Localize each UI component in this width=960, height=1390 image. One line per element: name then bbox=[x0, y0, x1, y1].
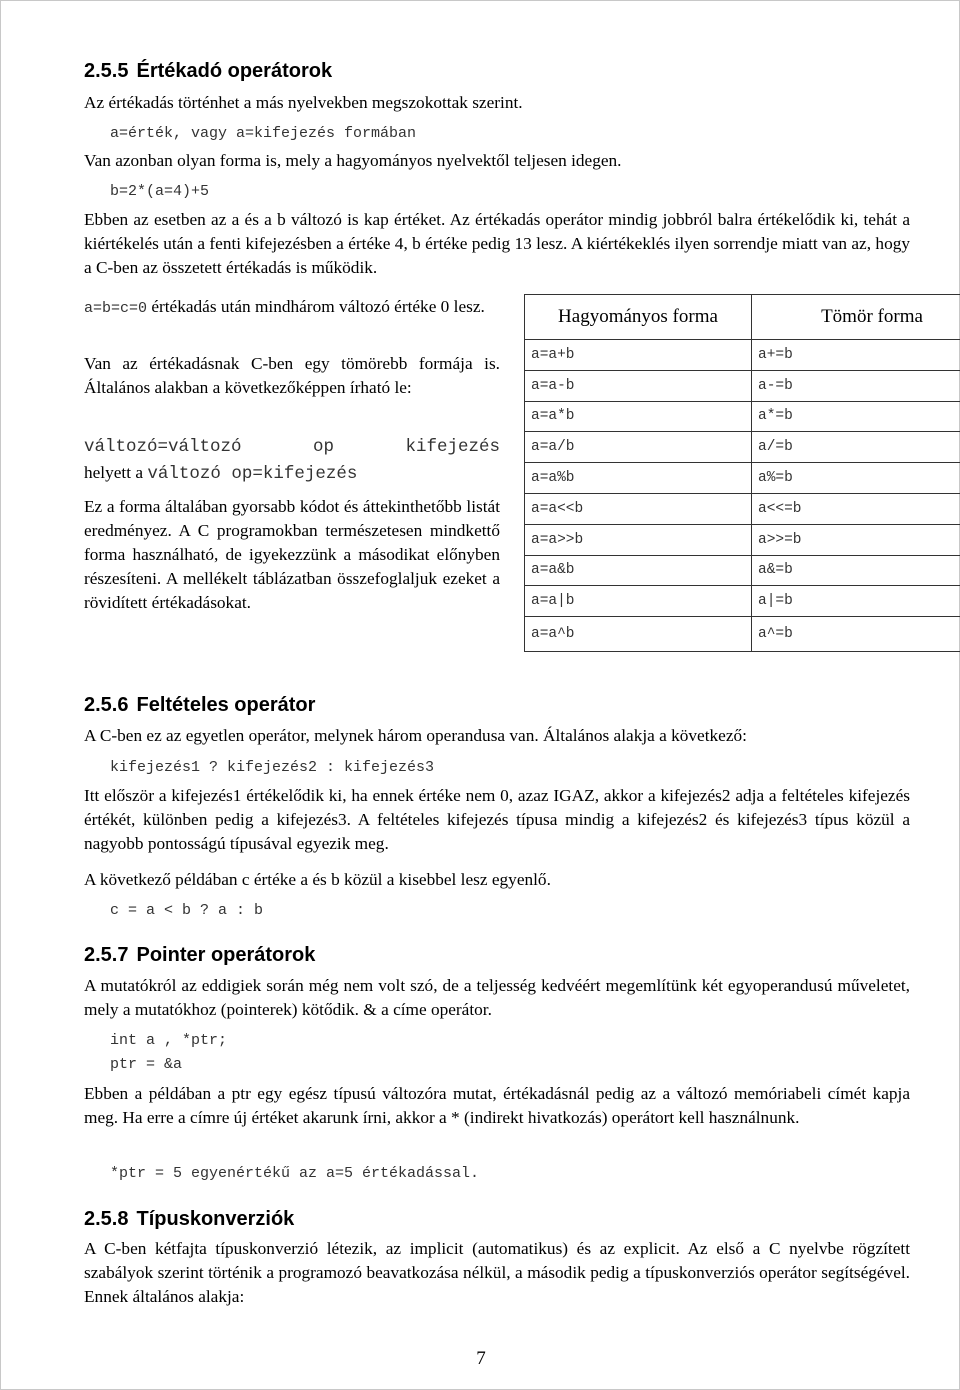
paragraph: A C-ben ez az egyetlen operátor, melynek három operandusa van. Általános alakja a következő: bbox=[84, 726, 747, 745]
table-cell: a/=b bbox=[752, 432, 960, 463]
paragraph: Itt először a kifejezés1 értékelődik ki, ha ennek értéke nem 0, azaz IGAZ, akkor a kifejezés2 adja a feltételes kifejezés értékét, különben pedig a kifejezés3. A feltételes kifejezés típusa mindig a kifejezés2 és kifejezés3 típus közül a nagyobb pontosságú típusával egyezik meg. bbox=[84, 786, 910, 853]
paragraph: A következő példában c értéke a és b közül a kisebbel lesz egyenlő. bbox=[84, 870, 551, 889]
inline-code: változó op=kifejezés bbox=[147, 464, 358, 484]
table-cell: a=a-b bbox=[525, 370, 752, 401]
table-row bbox=[525, 401, 960, 432]
table-header-row bbox=[525, 295, 960, 340]
code-line: a=érték, vagy a=kifejezés formában bbox=[110, 125, 417, 142]
table-cell: a=a&b bbox=[525, 555, 752, 586]
table-row bbox=[525, 524, 960, 555]
table-row bbox=[525, 617, 960, 652]
table-cell: a^=b bbox=[752, 617, 960, 652]
code-line: int a , *ptr; bbox=[110, 1032, 228, 1049]
table-cell: a>>=b bbox=[752, 524, 960, 555]
table-cell: a=a/b bbox=[525, 432, 752, 463]
paragraph: A mutatókról az eddigiek során még nem volt szó, de a teljesség kedvéért megemlítünk két egyoperandusú műveletet, mely a mutatókhoz (pointerek) kötődik. & a címe operátor. bbox=[84, 976, 910, 1019]
code-line: b=2*(a=4)+5 bbox=[110, 183, 210, 200]
code-line: ptr = &a bbox=[110, 1056, 183, 1073]
section-number: 2.5.5 bbox=[84, 60, 129, 82]
code-line: c = a < b ? a : b bbox=[110, 902, 264, 919]
table-cell: a<<=b bbox=[752, 493, 960, 524]
table-cell: a=a+b bbox=[525, 340, 752, 371]
section-number: 2.5.6 bbox=[84, 694, 129, 716]
paragraph: Van azonban olyan forma is, mely a hagyományos nyelvektől teljesen idegen. bbox=[84, 151, 622, 170]
table-row bbox=[525, 463, 960, 494]
general-form-expression bbox=[84, 434, 500, 460]
inline-code: op bbox=[313, 437, 335, 457]
general-form-short bbox=[84, 460, 500, 487]
paragraph: Ez a forma általában gyorsabb kódot és áttekinthetőbb listát eredményez. A C programokban természetesen mindkettő forma használható, de igyekezzünk a másodikat előnyben részesíteni. A mellékelt táblázatban összefoglaljuk ezeket a rövidített értékadásokat. bbox=[84, 497, 500, 612]
table-cell: a=a|b bbox=[525, 586, 752, 617]
table-cell: a&=b bbox=[752, 555, 960, 586]
paragraph-text: értékadás után mindhárom változó értéke 0 lesz. bbox=[147, 297, 485, 316]
inline-code: a=b=c=0 bbox=[84, 300, 148, 317]
section-number: 2.5.7 bbox=[84, 944, 129, 966]
table-header-traditional: Hagyományos forma bbox=[525, 295, 752, 340]
table-cell: a+=b bbox=[752, 340, 960, 371]
table-cell: a=a%b bbox=[525, 463, 752, 494]
paragraph: Van az értékadásnak C-ben egy tömörebb formája is. Általános alakban a következőképpen írható le: bbox=[84, 354, 500, 397]
table-row bbox=[525, 493, 960, 524]
section-heading-2-5-6 bbox=[84, 691, 315, 719]
table-row bbox=[525, 555, 960, 586]
section-heading-2-5-5 bbox=[84, 57, 332, 85]
section-heading-2-5-8 bbox=[84, 1205, 294, 1233]
section-title: Értékadó operátorok bbox=[136, 60, 333, 82]
paragraph: Ebben a példában a ptr egy egész típusú változóra mutat, értékadásnál pedig az a változó memóriabeli címét kapja meg. Ha erre a címre új értéket akarunk írni, akkor a * (indirekt hivatkozás) operátort kell használnunk. bbox=[84, 1084, 910, 1127]
code-line: *ptr = 5 egyenértékű az a=5 értékadással. bbox=[110, 1165, 480, 1182]
table-cell: a=a<<b bbox=[525, 493, 752, 524]
table-row bbox=[525, 340, 960, 371]
table-row bbox=[525, 432, 960, 463]
section-title: Feltételes operátor bbox=[136, 694, 316, 716]
table-cell: a%=b bbox=[752, 463, 960, 494]
table-cell: a=a^b bbox=[525, 617, 752, 652]
paragraph: Az értékadás történhet a más nyelvekben megszokottak szerint. bbox=[84, 93, 523, 112]
table-row bbox=[525, 370, 960, 401]
table-row bbox=[525, 586, 960, 617]
paragraph-text: helyett a bbox=[84, 463, 148, 482]
section-number: 2.5.8 bbox=[84, 1208, 129, 1230]
inline-code: változó=változó bbox=[84, 437, 242, 457]
paragraph bbox=[84, 295, 500, 321]
page-number: 7 bbox=[476, 1348, 486, 1369]
general-form bbox=[84, 434, 500, 487]
table-cell: a=a*b bbox=[525, 401, 752, 432]
table-header-compact: Tömör forma bbox=[752, 295, 960, 340]
table-cell: a*=b bbox=[752, 401, 960, 432]
operator-table bbox=[524, 294, 960, 652]
section-title: Típuskonverziók bbox=[136, 1208, 295, 1230]
paragraph: A C-ben kétfajta típuskonverzió létezik, az implicit (automatikus) és az explicit. Az első a C nyelvbe rögzített szabályok szerint történik a programozó beavatkozása nélkül, a második pedig a típuskonverziós operátor segítségével. Ennek általános alakja: bbox=[84, 1239, 910, 1306]
table-cell: a|=b bbox=[752, 586, 960, 617]
section-title: Pointer operátorok bbox=[136, 944, 316, 966]
table-cell: a-=b bbox=[752, 370, 960, 401]
inline-code: kifejezés bbox=[405, 437, 500, 457]
paragraph: Ebben az esetben az a és a b változó is kap értéket. Az értékadás operátor mindig jobbról balra értékelődik ki, tehát a kiértékelés után a fenti kifejezésben a értéke 4, b értéke pedig 13 lesz. A kiértékeklés ilyen sorrendje miatt van az, hogy a C-ben az összetett értékadás is működik. bbox=[84, 210, 910, 277]
table-cell: a=a>>b bbox=[525, 524, 752, 555]
code-line: kifejezés1 ? kifejezés2 : kifejezés3 bbox=[110, 759, 435, 776]
section-heading-2-5-7 bbox=[84, 941, 315, 969]
code-block bbox=[84, 1029, 227, 1077]
